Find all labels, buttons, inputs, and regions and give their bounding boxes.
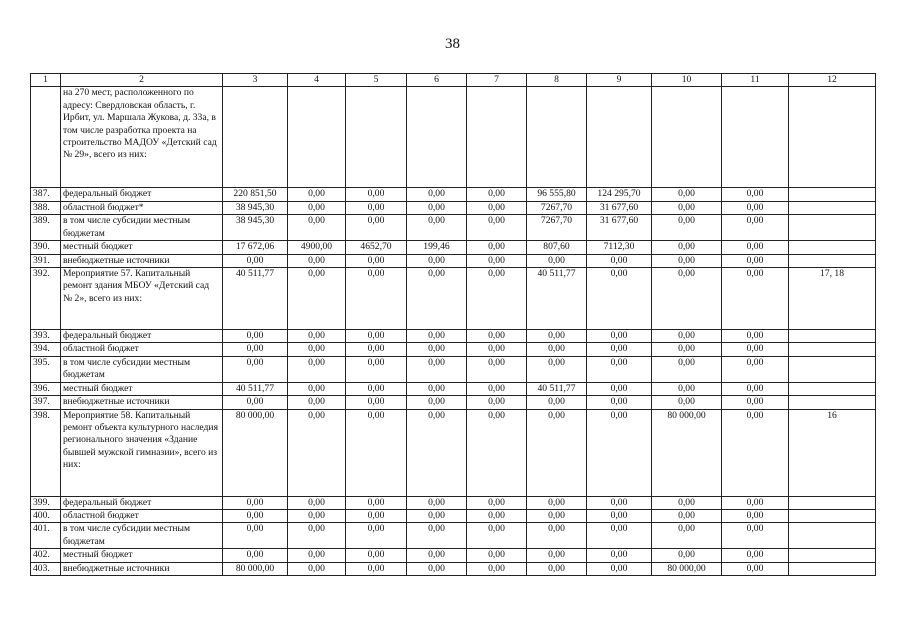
value-cell-col5 bbox=[346, 87, 407, 188]
value-cell-col3: 0,00 bbox=[223, 343, 288, 356]
value-cell-col6: 0,00 bbox=[407, 343, 467, 356]
table-row bbox=[31, 510, 876, 523]
value-cell-col8: 0,00 bbox=[527, 523, 587, 549]
value-cell-col4: 0,00 bbox=[288, 396, 346, 409]
row-description: областной бюджет* bbox=[61, 201, 223, 214]
value-cell-col6: 0,00 bbox=[407, 549, 467, 562]
table-row bbox=[31, 382, 876, 395]
value-cell-col4: 0,00 bbox=[288, 409, 346, 496]
note-cell bbox=[789, 201, 876, 214]
value-cell-col9: 0,00 bbox=[587, 496, 652, 509]
value-cell-col5: 0,00 bbox=[346, 496, 407, 509]
value-cell-col7: 0,00 bbox=[467, 510, 527, 523]
row-description: внебюджетные источники bbox=[61, 254, 223, 267]
value-cell-col6: 0,00 bbox=[407, 268, 467, 330]
value-cell-col10: 0,00 bbox=[652, 241, 722, 254]
row-number: 391. bbox=[31, 254, 61, 267]
row-description: в том числе субсидии местным бюджетам bbox=[61, 215, 223, 241]
col-header-7: 7 bbox=[467, 74, 527, 87]
value-cell-col10: 80 000,00 bbox=[652, 562, 722, 575]
value-cell-col3: 40 511,77 bbox=[223, 382, 288, 395]
value-cell-col5: 0,00 bbox=[346, 356, 407, 382]
table-row bbox=[31, 268, 876, 330]
value-cell-col8: 0,00 bbox=[527, 330, 587, 343]
value-cell-col9: 0,00 bbox=[587, 343, 652, 356]
table-row bbox=[31, 188, 876, 201]
note-cell bbox=[789, 87, 876, 188]
value-cell-col5: 0,00 bbox=[346, 562, 407, 575]
value-cell-col11: 0,00 bbox=[722, 201, 789, 214]
value-cell-col7: 0,00 bbox=[467, 201, 527, 214]
value-cell-col7: 0,00 bbox=[467, 382, 527, 395]
value-cell-col3: 80 000,00 bbox=[223, 562, 288, 575]
row-number: 397. bbox=[31, 396, 61, 409]
col-header-6: 6 bbox=[407, 74, 467, 87]
note-cell bbox=[789, 343, 876, 356]
col-header-5: 5 bbox=[346, 74, 407, 87]
value-cell-col3: 220 851,50 bbox=[223, 188, 288, 201]
value-cell-col10: 0,00 bbox=[652, 343, 722, 356]
row-description: федеральный бюджет bbox=[61, 330, 223, 343]
value-cell-col11: 0,00 bbox=[722, 241, 789, 254]
row-description: в том числе субсидии местным бюджетам bbox=[61, 523, 223, 549]
value-cell-col5: 0,00 bbox=[346, 396, 407, 409]
col-header-9: 9 bbox=[587, 74, 652, 87]
row-description: Мероприятие 58. Капитальный ремонт объекта культурного наследия регионального значения «Здание бывшей мужской гимназии», всего из них: bbox=[61, 409, 223, 496]
value-cell-col11: 0,00 bbox=[722, 562, 789, 575]
value-cell-col6: 0,00 bbox=[407, 409, 467, 496]
value-cell-col6: 0,00 bbox=[407, 562, 467, 575]
value-cell-col3: 38 945,30 bbox=[223, 201, 288, 214]
value-cell-col8: 0,00 bbox=[527, 396, 587, 409]
value-cell-col10: 0,00 bbox=[652, 268, 722, 330]
value-cell-col7: 0,00 bbox=[467, 268, 527, 330]
row-number: 388. bbox=[31, 201, 61, 214]
value-cell-col8: 7267,70 bbox=[527, 215, 587, 241]
value-cell-col6 bbox=[407, 87, 467, 188]
note-cell bbox=[789, 330, 876, 343]
row-number: 389. bbox=[31, 215, 61, 241]
value-cell-col11: 0,00 bbox=[722, 215, 789, 241]
value-cell-col5: 0,00 bbox=[346, 330, 407, 343]
value-cell-col11: 0,00 bbox=[722, 268, 789, 330]
value-cell-col8: 0,00 bbox=[527, 549, 587, 562]
value-cell-col6: 0,00 bbox=[407, 523, 467, 549]
value-cell-col10: 0,00 bbox=[652, 396, 722, 409]
note-cell bbox=[789, 496, 876, 509]
value-cell-col9: 0,00 bbox=[587, 523, 652, 549]
value-cell-col8: 0,00 bbox=[527, 562, 587, 575]
value-cell-col8: 0,00 bbox=[527, 254, 587, 267]
value-cell-col7: 0,00 bbox=[467, 356, 527, 382]
table-body bbox=[31, 87, 876, 576]
table-row bbox=[31, 549, 876, 562]
row-number: 396. bbox=[31, 382, 61, 395]
value-cell-col9: 31 677,60 bbox=[587, 215, 652, 241]
value-cell-col7: 0,00 bbox=[467, 549, 527, 562]
value-cell-col4: 0,00 bbox=[288, 343, 346, 356]
value-cell-col10: 0,00 bbox=[652, 496, 722, 509]
value-cell-col3: 0,00 bbox=[223, 496, 288, 509]
value-cell-col5: 0,00 bbox=[346, 201, 407, 214]
row-number: 403. bbox=[31, 562, 61, 575]
value-cell-col9: 31 677,60 bbox=[587, 201, 652, 214]
value-cell-col9: 7112,30 bbox=[587, 241, 652, 254]
value-cell-col6: 0,00 bbox=[407, 396, 467, 409]
row-description: на 270 мест, расположенного по адресу: Свердловская область, г. Ирбит, ул. Маршала Жукова, д. 33а, в том числе разработка проекта на строительство МАДОУ «Детский сад № 29», всего из них: bbox=[61, 87, 223, 188]
value-cell-col4: 0,00 bbox=[288, 188, 346, 201]
note-cell bbox=[789, 241, 876, 254]
value-cell-col11: 0,00 bbox=[722, 330, 789, 343]
value-cell-col10: 0,00 bbox=[652, 254, 722, 267]
table-row bbox=[31, 330, 876, 343]
value-cell-col11: 0,00 bbox=[722, 523, 789, 549]
value-cell-col10: 0,00 bbox=[652, 510, 722, 523]
note-cell bbox=[789, 188, 876, 201]
value-cell-col7: 0,00 bbox=[467, 562, 527, 575]
value-cell-col9: 0,00 bbox=[587, 268, 652, 330]
value-cell-col8: 0,00 bbox=[527, 409, 587, 496]
row-number: 398. bbox=[31, 409, 61, 496]
value-cell-col5: 0,00 bbox=[346, 382, 407, 395]
value-cell-col5: 0,00 bbox=[346, 254, 407, 267]
value-cell-col7: 0,00 bbox=[467, 330, 527, 343]
row-description: внебюджетные источники bbox=[61, 396, 223, 409]
table-row bbox=[31, 396, 876, 409]
header-row bbox=[31, 74, 876, 87]
value-cell-col5: 0,00 bbox=[346, 343, 407, 356]
value-cell-col8: 40 511,77 bbox=[527, 268, 587, 330]
value-cell-col11: 0,00 bbox=[722, 496, 789, 509]
value-cell-col5: 4652,70 bbox=[346, 241, 407, 254]
value-cell-col3: 0,00 bbox=[223, 523, 288, 549]
value-cell-col8: 0,00 bbox=[527, 356, 587, 382]
value-cell-col6: 0,00 bbox=[407, 382, 467, 395]
note-cell bbox=[789, 510, 876, 523]
table-row bbox=[31, 356, 876, 382]
value-cell-col3: 0,00 bbox=[223, 254, 288, 267]
row-description: внебюджетные источники bbox=[61, 562, 223, 575]
table-row bbox=[31, 562, 876, 575]
value-cell-col5: 0,00 bbox=[346, 549, 407, 562]
note-cell bbox=[789, 356, 876, 382]
row-number: 394. bbox=[31, 343, 61, 356]
row-description: местный бюджет bbox=[61, 382, 223, 395]
value-cell-col7: 0,00 bbox=[467, 188, 527, 201]
value-cell-col11: 0,00 bbox=[722, 409, 789, 496]
value-cell-col8: 7267,70 bbox=[527, 201, 587, 214]
value-cell-col7: 0,00 bbox=[467, 523, 527, 549]
value-cell-col9 bbox=[587, 87, 652, 188]
value-cell-col7: 0,00 bbox=[467, 241, 527, 254]
row-number: 402. bbox=[31, 549, 61, 562]
table-row bbox=[31, 241, 876, 254]
budget-table bbox=[30, 73, 876, 576]
value-cell-col3 bbox=[223, 87, 288, 188]
note-cell bbox=[789, 549, 876, 562]
value-cell-col7: 0,00 bbox=[467, 343, 527, 356]
value-cell-col6: 0,00 bbox=[407, 188, 467, 201]
note-cell bbox=[789, 562, 876, 575]
value-cell-col6: 0,00 bbox=[407, 496, 467, 509]
row-description: местный бюджет bbox=[61, 241, 223, 254]
value-cell-col10: 0,00 bbox=[652, 549, 722, 562]
table-row bbox=[31, 215, 876, 241]
value-cell-col11: 0,00 bbox=[722, 382, 789, 395]
value-cell-col6: 0,00 bbox=[407, 215, 467, 241]
value-cell-col4: 0,00 bbox=[288, 510, 346, 523]
value-cell-col7: 0,00 bbox=[467, 254, 527, 267]
value-cell-col4: 4900,00 bbox=[288, 241, 346, 254]
value-cell-col4: 0,00 bbox=[288, 523, 346, 549]
value-cell-col4: 0,00 bbox=[288, 330, 346, 343]
row-number: 390. bbox=[31, 241, 61, 254]
col-header-4: 4 bbox=[288, 74, 346, 87]
row-number: 392. bbox=[31, 268, 61, 330]
value-cell-col10: 0,00 bbox=[652, 523, 722, 549]
value-cell-col10: 0,00 bbox=[652, 201, 722, 214]
value-cell-col3: 0,00 bbox=[223, 330, 288, 343]
note-cell bbox=[789, 254, 876, 267]
value-cell-col6: 199,46 bbox=[407, 241, 467, 254]
value-cell-col7: 0,00 bbox=[467, 409, 527, 496]
value-cell-col8: 40 511,77 bbox=[527, 382, 587, 395]
value-cell-col7 bbox=[467, 87, 527, 188]
table-row bbox=[31, 254, 876, 267]
row-number: 387. bbox=[31, 188, 61, 201]
value-cell-col10: 0,00 bbox=[652, 382, 722, 395]
value-cell-col10: 0,00 bbox=[652, 356, 722, 382]
value-cell-col3: 40 511,77 bbox=[223, 268, 288, 330]
value-cell-col5: 0,00 bbox=[346, 188, 407, 201]
value-cell-col3: 0,00 bbox=[223, 356, 288, 382]
col-header-1: 1 bbox=[31, 74, 61, 87]
table-row bbox=[31, 523, 876, 549]
value-cell-col4: 0,00 bbox=[288, 382, 346, 395]
value-cell-col8: 0,00 bbox=[527, 510, 587, 523]
table-row bbox=[31, 409, 876, 496]
value-cell-col9: 0,00 bbox=[587, 549, 652, 562]
value-cell-col3: 0,00 bbox=[223, 549, 288, 562]
row-description: областной бюджет bbox=[61, 510, 223, 523]
value-cell-col8: 0,00 bbox=[527, 343, 587, 356]
value-cell-col4 bbox=[288, 87, 346, 188]
value-cell-col11 bbox=[722, 87, 789, 188]
value-cell-col11: 0,00 bbox=[722, 343, 789, 356]
value-cell-col7: 0,00 bbox=[467, 496, 527, 509]
value-cell-col5: 0,00 bbox=[346, 268, 407, 330]
col-header-11: 11 bbox=[722, 74, 789, 87]
row-description: федеральный бюджет bbox=[61, 188, 223, 201]
value-cell-col8: 96 555,80 bbox=[527, 188, 587, 201]
value-cell-col6: 0,00 bbox=[407, 510, 467, 523]
value-cell-col4: 0,00 bbox=[288, 268, 346, 330]
value-cell-col10: 0,00 bbox=[652, 330, 722, 343]
note-cell bbox=[789, 215, 876, 241]
value-cell-col9: 0,00 bbox=[587, 409, 652, 496]
value-cell-col4: 0,00 bbox=[288, 562, 346, 575]
col-header-8: 8 bbox=[527, 74, 587, 87]
value-cell-col4: 0,00 bbox=[288, 549, 346, 562]
value-cell-col3: 80 000,00 bbox=[223, 409, 288, 496]
value-cell-col9: 0,00 bbox=[587, 396, 652, 409]
value-cell-col9: 124 295,70 bbox=[587, 188, 652, 201]
note-cell bbox=[789, 523, 876, 549]
page-number: 38 bbox=[445, 36, 460, 52]
note-cell: 17, 18 bbox=[789, 268, 876, 330]
value-cell-col9: 0,00 bbox=[587, 510, 652, 523]
value-cell-col5: 0,00 bbox=[346, 409, 407, 496]
value-cell-col6: 0,00 bbox=[407, 330, 467, 343]
col-header-12: 12 bbox=[789, 74, 876, 87]
table-row bbox=[31, 87, 876, 188]
value-cell-col5: 0,00 bbox=[346, 215, 407, 241]
value-cell-col8: 807,60 bbox=[527, 241, 587, 254]
value-cell-col4: 0,00 bbox=[288, 201, 346, 214]
value-cell-col10: 80 000,00 bbox=[652, 409, 722, 496]
note-cell: 16 bbox=[789, 409, 876, 496]
col-header-10: 10 bbox=[652, 74, 722, 87]
value-cell-col5: 0,00 bbox=[346, 523, 407, 549]
col-header-2: 2 bbox=[61, 74, 223, 87]
value-cell-col9: 0,00 bbox=[587, 382, 652, 395]
value-cell-col9: 0,00 bbox=[587, 330, 652, 343]
row-number: 400. bbox=[31, 510, 61, 523]
value-cell-col11: 0,00 bbox=[722, 254, 789, 267]
row-number: 395. bbox=[31, 356, 61, 382]
value-cell-col6: 0,00 bbox=[407, 254, 467, 267]
value-cell-col4: 0,00 bbox=[288, 254, 346, 267]
value-cell-col8: 0,00 bbox=[527, 496, 587, 509]
table-row bbox=[31, 343, 876, 356]
value-cell-col11: 0,00 bbox=[722, 549, 789, 562]
value-cell-col8 bbox=[527, 87, 587, 188]
value-cell-col10: 0,00 bbox=[652, 188, 722, 201]
row-description: в том числе субсидии местным бюджетам bbox=[61, 356, 223, 382]
value-cell-col10: 0,00 bbox=[652, 215, 722, 241]
value-cell-col7: 0,00 bbox=[467, 215, 527, 241]
note-cell bbox=[789, 396, 876, 409]
row-description: федеральный бюджет bbox=[61, 496, 223, 509]
value-cell-col5: 0,00 bbox=[346, 510, 407, 523]
value-cell-col4: 0,00 bbox=[288, 356, 346, 382]
row-description: Мероприятие 57. Капитальный ремонт здания МБОУ «Детский сад № 2», всего из них: bbox=[61, 268, 223, 330]
value-cell-col9: 0,00 bbox=[587, 254, 652, 267]
value-cell-col11: 0,00 bbox=[722, 396, 789, 409]
row-description: областной бюджет bbox=[61, 343, 223, 356]
table-row bbox=[31, 201, 876, 214]
value-cell-col4: 0,00 bbox=[288, 215, 346, 241]
value-cell-col9: 0,00 bbox=[587, 356, 652, 382]
value-cell-col3: 0,00 bbox=[223, 396, 288, 409]
value-cell-col6: 0,00 bbox=[407, 201, 467, 214]
table-row bbox=[31, 496, 876, 509]
row-number: 393. bbox=[31, 330, 61, 343]
value-cell-col4: 0,00 bbox=[288, 496, 346, 509]
value-cell-col11: 0,00 bbox=[722, 188, 789, 201]
col-header-3: 3 bbox=[223, 74, 288, 87]
row-number: 401. bbox=[31, 523, 61, 549]
row-description: местный бюджет bbox=[61, 549, 223, 562]
value-cell-col10 bbox=[652, 87, 722, 188]
value-cell-col3: 38 945,30 bbox=[223, 215, 288, 241]
value-cell-col3: 17 672,06 bbox=[223, 241, 288, 254]
value-cell-col6: 0,00 bbox=[407, 356, 467, 382]
row-number: 399. bbox=[31, 496, 61, 509]
value-cell-col11: 0,00 bbox=[722, 356, 789, 382]
value-cell-col9: 0,00 bbox=[587, 562, 652, 575]
value-cell-col7: 0,00 bbox=[467, 396, 527, 409]
value-cell-col11: 0,00 bbox=[722, 510, 789, 523]
value-cell-col3: 0,00 bbox=[223, 510, 288, 523]
note-cell bbox=[789, 382, 876, 395]
row-number bbox=[31, 87, 61, 188]
